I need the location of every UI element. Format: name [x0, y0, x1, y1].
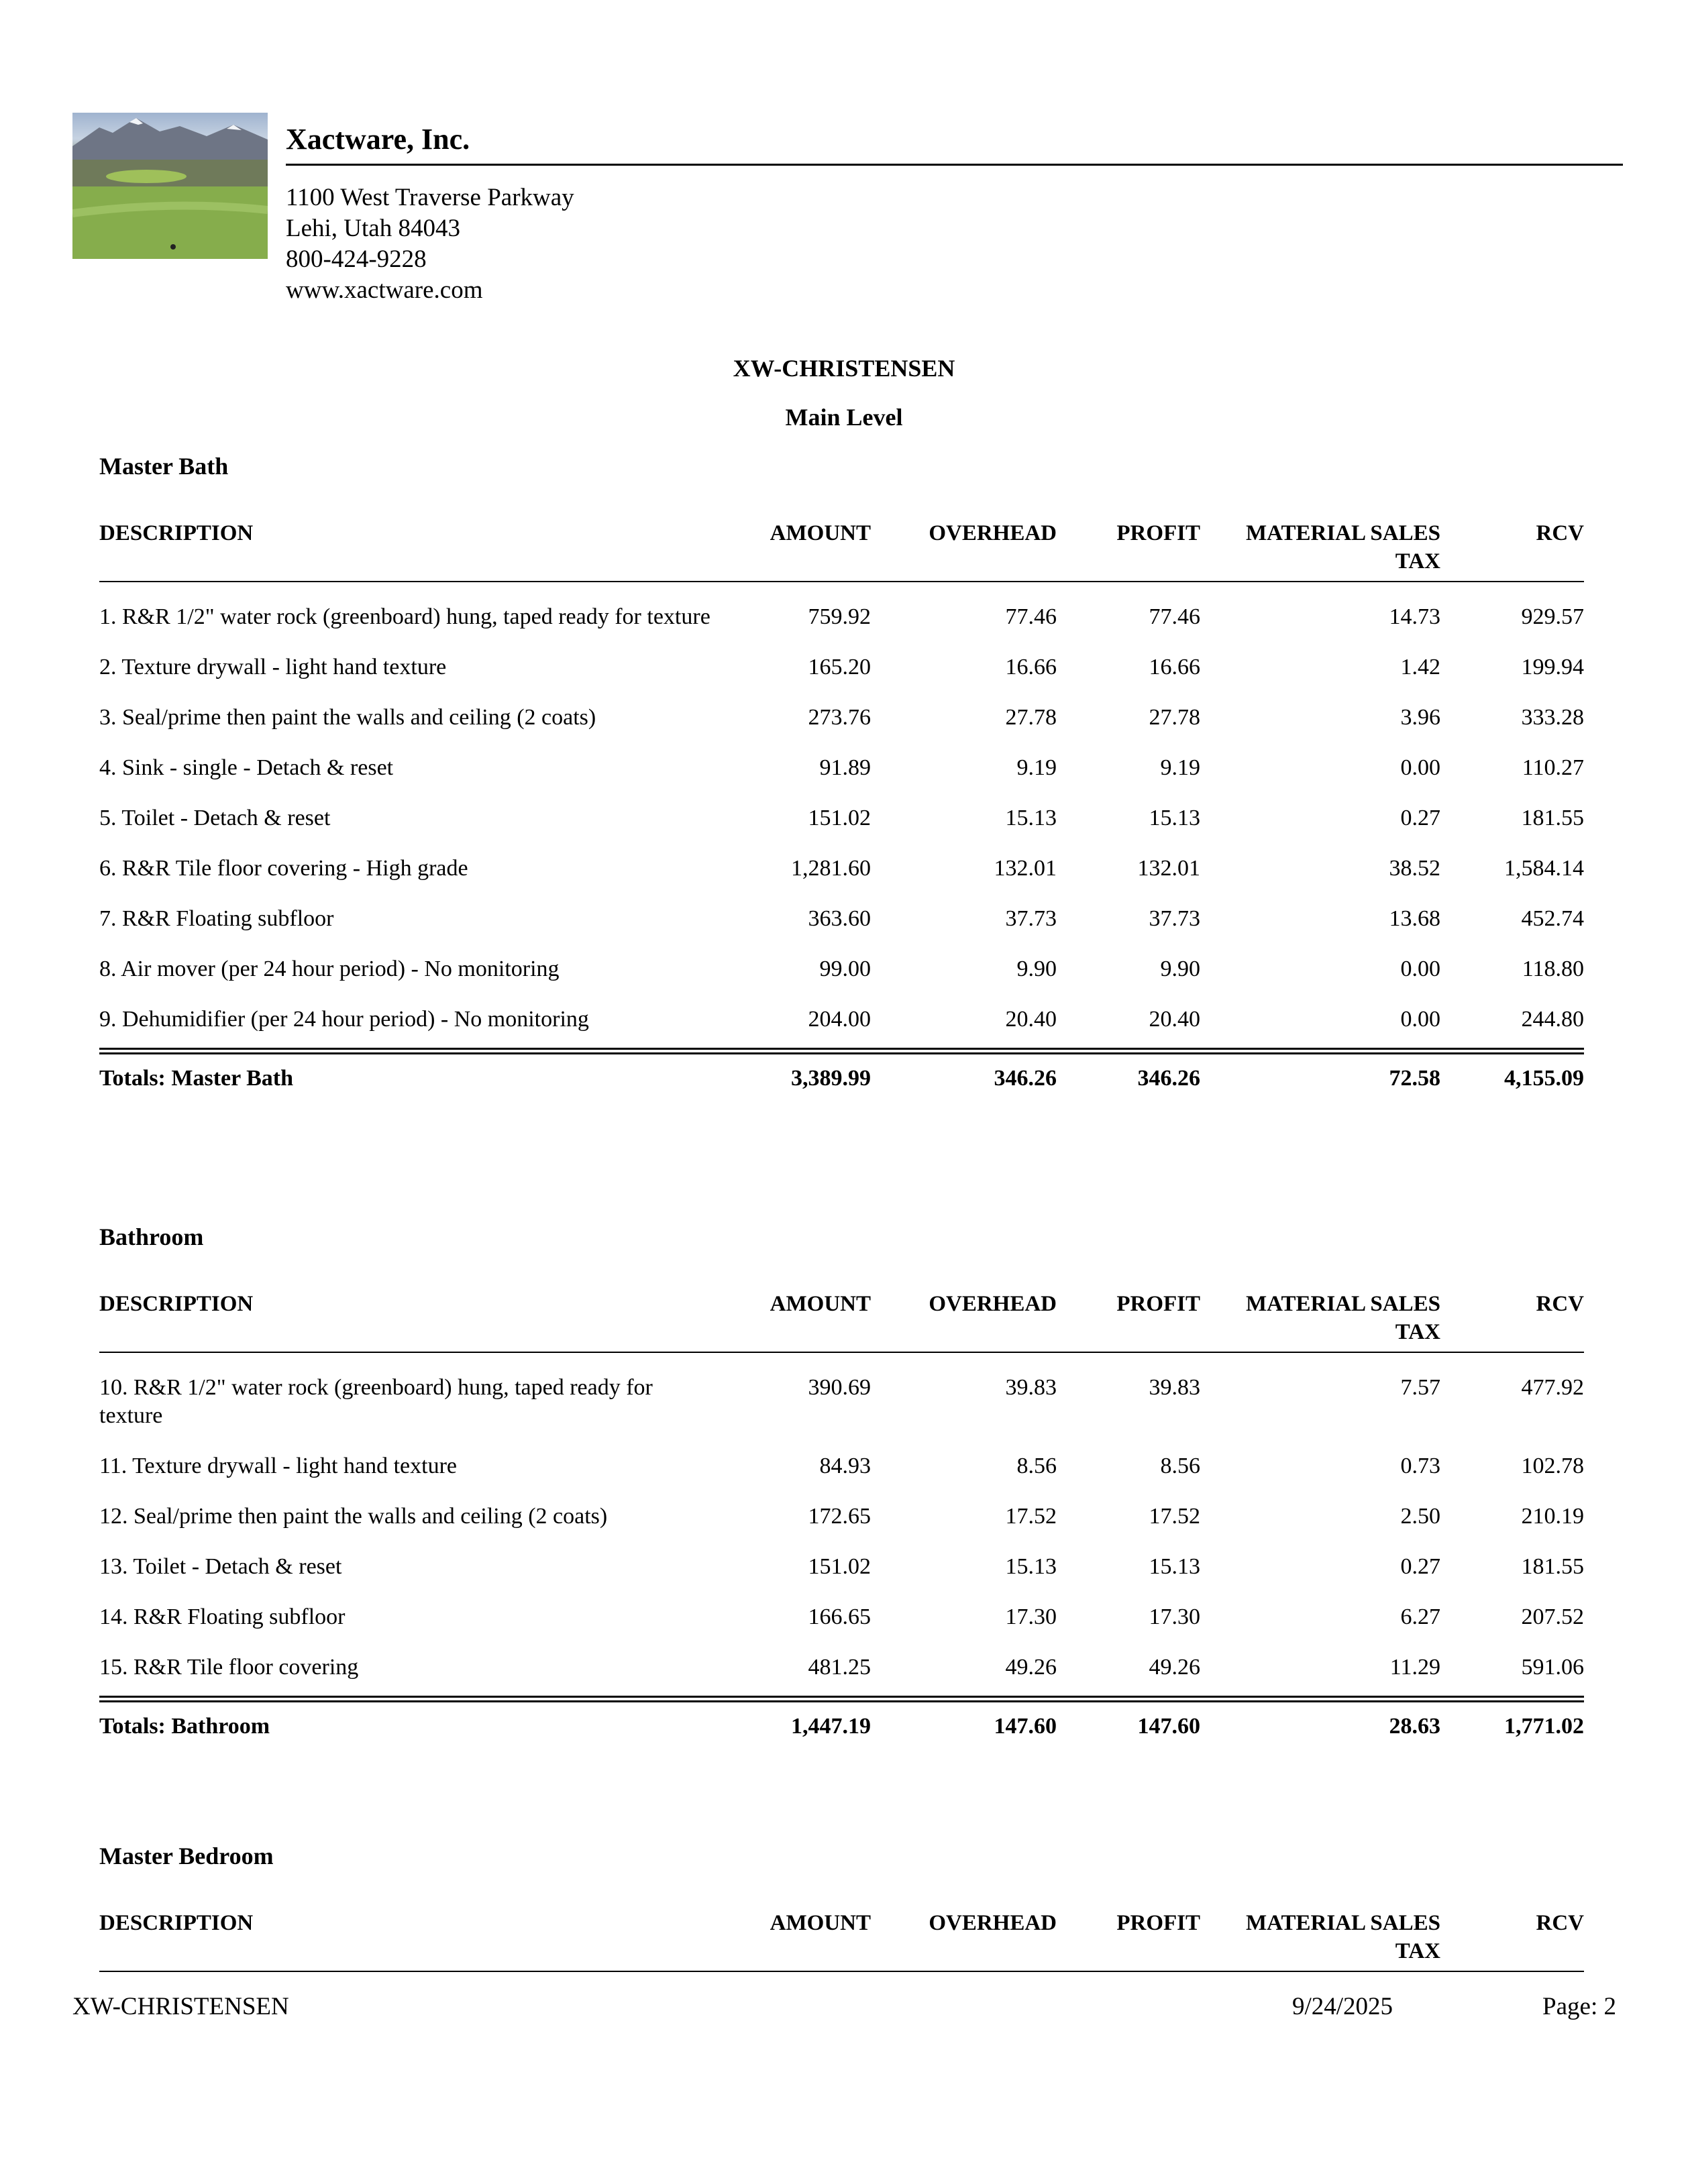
item-amount: 91.89 — [819, 755, 871, 780]
level-title: Main Level — [785, 404, 903, 431]
item-overhead: 132.01 — [994, 856, 1057, 881]
col-amount: AMOUNT — [770, 1292, 871, 1316]
item-tax: 3.96 — [1400, 705, 1440, 730]
col-overhead: OVERHEAD — [929, 521, 1057, 545]
item-overhead: 20.40 — [1005, 1007, 1057, 1032]
item-rcv: 102.78 — [1521, 1454, 1584, 1478]
item-profit: 15.13 — [1149, 1554, 1200, 1579]
item-profit: 9.90 — [1160, 957, 1200, 981]
item-profit: 15.13 — [1149, 806, 1200, 830]
item-description: 12. Seal/prime then paint the walls and ceiling (2 coats) — [99, 1504, 608, 1529]
footer-date: 9/24/2025 — [1291, 1993, 1393, 2020]
table-row — [99, 1374, 1584, 1452]
item-rcv: 210.19 — [1521, 1504, 1584, 1529]
total-tax: 28.63 — [1389, 1714, 1440, 1739]
item-rcv: 477.92 — [1521, 1375, 1584, 1400]
item-tax: 6.27 — [1400, 1604, 1440, 1629]
item-overhead: 39.83 — [1005, 1375, 1057, 1400]
item-amount: 165.20 — [808, 655, 871, 679]
section-master-bedroom — [99, 1841, 1584, 1972]
item-amount: 204.00 — [808, 1007, 871, 1032]
item-rcv: 207.52 — [1521, 1604, 1584, 1629]
table-row — [99, 1553, 1584, 1603]
item-profit: 37.73 — [1149, 906, 1200, 931]
total-amount: 3,389.99 — [791, 1066, 871, 1091]
item-rcv: 1,584.14 — [1504, 856, 1584, 881]
footer-estimate-name: XW-CHRISTENSEN — [72, 1993, 289, 2020]
item-amount: 363.60 — [808, 906, 871, 931]
total-overhead: 346.26 — [994, 1066, 1057, 1091]
section-heading: Master Bedroom — [99, 1843, 274, 1869]
item-profit: 16.66 — [1149, 655, 1200, 679]
item-description: 13. Toilet - Detach & reset — [99, 1554, 342, 1579]
item-overhead: 8.56 — [1016, 1454, 1057, 1478]
item-description: 7. R&R Floating subfloor — [99, 906, 334, 931]
item-overhead: 16.66 — [1005, 655, 1057, 679]
item-overhead: 37.73 — [1005, 906, 1057, 931]
item-profit: 20.40 — [1149, 1007, 1200, 1032]
item-description: 4. Sink - single - Detach & reset — [99, 755, 394, 780]
item-tax: 14.73 — [1389, 604, 1440, 629]
total-overhead: 147.60 — [994, 1714, 1057, 1739]
item-tax: 0.27 — [1400, 806, 1440, 830]
company-logo-photo — [72, 113, 268, 259]
col-rcv: RCV — [1536, 1911, 1584, 1935]
item-rcv: 929.57 — [1521, 604, 1584, 629]
total-rcv: 1,771.02 — [1504, 1714, 1584, 1739]
item-description: 11. Texture drywall - light hand texture — [99, 1454, 457, 1478]
item-description: 9. Dehumidifier (per 24 hour period) - No monitoring — [99, 1007, 589, 1032]
col-mst-line1: MATERIAL SALES — [1245, 1911, 1440, 1935]
col-material-sales-tax — [1200, 1290, 1440, 1346]
item-tax: 0.73 — [1400, 1454, 1440, 1478]
table-row — [99, 653, 1584, 704]
table-row — [99, 754, 1584, 804]
item-overhead: 17.52 — [1005, 1504, 1057, 1529]
item-description: 8. Air mover (per 24 hour period) - No monitoring — [99, 957, 560, 981]
item-profit: 8.56 — [1160, 1454, 1200, 1478]
item-tax: 13.68 — [1389, 906, 1440, 931]
table-row — [99, 804, 1584, 855]
col-mst-line1: MATERIAL SALES — [1245, 1292, 1440, 1316]
table-header — [99, 519, 1584, 582]
totals-double-rule — [99, 1696, 1584, 1702]
item-tax: 38.52 — [1389, 856, 1440, 881]
item-overhead: 27.78 — [1005, 705, 1057, 730]
section-master-bath — [99, 451, 1584, 1093]
totals-row — [99, 1064, 1584, 1093]
line-items — [99, 1353, 1584, 1704]
item-description: 14. R&R Floating subfloor — [99, 1604, 346, 1629]
company-name: Xactware, Inc. — [286, 123, 470, 156]
item-amount: 273.76 — [808, 705, 871, 730]
item-profit: 17.52 — [1149, 1504, 1200, 1529]
table-row — [99, 1603, 1584, 1653]
item-description: 2. Texture drywall - light hand texture — [99, 655, 447, 679]
item-overhead: 77.46 — [1005, 604, 1057, 629]
item-amount: 151.02 — [808, 1554, 871, 1579]
item-amount: 151.02 — [808, 806, 871, 830]
item-tax: 2.50 — [1400, 1504, 1440, 1529]
col-description: DESCRIPTION — [99, 521, 254, 545]
table-row — [99, 1452, 1584, 1503]
line-items — [99, 582, 1584, 1056]
item-profit: 132.01 — [1137, 856, 1200, 881]
item-overhead: 9.90 — [1016, 957, 1057, 981]
item-tax: 0.27 — [1400, 1554, 1440, 1579]
col-mst-line1: MATERIAL SALES — [1245, 521, 1440, 545]
item-description: 15. R&R Tile floor covering — [99, 1655, 359, 1680]
total-tax: 72.58 — [1389, 1066, 1440, 1091]
item-description: 10. R&R 1/2" water rock (greenboard) hung, taped ready for texture — [99, 1375, 653, 1428]
item-amount: 390.69 — [808, 1375, 871, 1400]
item-overhead: 9.19 — [1016, 755, 1057, 780]
col-amount: AMOUNT — [770, 1911, 871, 1935]
item-amount: 759.92 — [808, 604, 871, 629]
address-street: 1100 West Traverse Parkway — [286, 184, 574, 211]
item-overhead: 17.30 — [1005, 1604, 1057, 1629]
section-heading: Bathroom — [99, 1223, 204, 1250]
item-rcv: 199.94 — [1521, 655, 1584, 679]
address-city: Lehi, Utah 84043 — [286, 215, 460, 242]
item-rcv: 181.55 — [1521, 806, 1584, 830]
totals-label: Totals: Master Bath — [99, 1066, 293, 1091]
item-rcv: 110.27 — [1522, 755, 1584, 780]
table-row — [99, 905, 1584, 955]
item-rcv: 244.80 — [1521, 1007, 1584, 1032]
section-bathroom — [99, 1222, 1584, 1741]
table-row — [99, 855, 1584, 905]
header-rule — [286, 164, 1623, 166]
item-rcv: 118.80 — [1522, 957, 1584, 981]
item-amount: 481.25 — [808, 1655, 871, 1680]
total-rcv: 4,155.09 — [1504, 1066, 1584, 1091]
item-amount: 84.93 — [819, 1454, 871, 1478]
item-profit: 27.78 — [1149, 705, 1200, 730]
estimate-title: XW-CHRISTENSEN — [733, 355, 955, 382]
item-rcv: 591.06 — [1521, 1655, 1584, 1680]
col-description: DESCRIPTION — [99, 1292, 254, 1316]
company-phone: 800-424-9228 — [286, 245, 427, 273]
item-tax: 0.00 — [1400, 755, 1440, 780]
table-row — [99, 704, 1584, 754]
company-address — [286, 182, 574, 306]
item-amount: 172.65 — [808, 1504, 871, 1529]
table-header — [99, 1290, 1584, 1353]
total-amount: 1,447.19 — [791, 1714, 871, 1739]
col-overhead: OVERHEAD — [929, 1911, 1057, 1935]
col-description: DESCRIPTION — [99, 1911, 254, 1935]
item-description: 5. Toilet - Detach & reset — [99, 806, 331, 830]
col-profit: PROFIT — [1116, 521, 1200, 545]
item-tax: 7.57 — [1400, 1375, 1440, 1400]
col-profit: PROFIT — [1116, 1292, 1200, 1316]
item-profit: 17.30 — [1149, 1604, 1200, 1629]
section-heading: Master Bath — [99, 453, 229, 480]
footer-page-number: Page: 2 — [1542, 1993, 1616, 2020]
totals-label: Totals: Bathroom — [99, 1714, 270, 1739]
item-amount: 1,281.60 — [791, 856, 871, 881]
item-overhead: 15.13 — [1005, 1554, 1057, 1579]
item-description: 1. R&R 1/2" water rock (greenboard) hung, taped ready for texture — [99, 604, 710, 629]
item-profit: 39.83 — [1149, 1375, 1200, 1400]
item-profit: 9.19 — [1160, 755, 1200, 780]
table-row — [99, 1503, 1584, 1553]
col-amount: AMOUNT — [770, 521, 871, 545]
table-header — [99, 1909, 1584, 1972]
total-profit: 147.60 — [1137, 1714, 1200, 1739]
col-overhead: OVERHEAD — [929, 1292, 1057, 1316]
item-description: 3. Seal/prime then paint the walls and ceiling (2 coats) — [99, 705, 596, 730]
col-mst-line2: TAX — [1395, 1939, 1440, 1963]
col-rcv: RCV — [1536, 521, 1584, 545]
col-material-sales-tax — [1200, 1909, 1440, 1965]
item-tax: 0.00 — [1400, 1007, 1440, 1032]
col-profit: PROFIT — [1116, 1911, 1200, 1935]
table-row — [99, 955, 1584, 1005]
col-material-sales-tax — [1200, 519, 1440, 576]
item-overhead: 49.26 — [1005, 1655, 1057, 1680]
item-tax: 11.29 — [1389, 1655, 1440, 1680]
col-mst-line2: TAX — [1395, 549, 1440, 574]
col-rcv: RCV — [1536, 1292, 1584, 1316]
item-overhead: 15.13 — [1005, 806, 1057, 830]
totals-double-rule — [99, 1048, 1584, 1054]
company-website: www.xactware.com — [286, 276, 483, 304]
item-rcv: 333.28 — [1521, 705, 1584, 730]
total-profit: 346.26 — [1137, 1066, 1200, 1091]
item-tax: 0.00 — [1400, 957, 1440, 981]
col-mst-line2: TAX — [1395, 1320, 1440, 1344]
item-profit: 77.46 — [1149, 604, 1200, 629]
item-rcv: 452.74 — [1521, 906, 1584, 931]
table-row — [99, 603, 1584, 653]
item-profit: 49.26 — [1149, 1655, 1200, 1680]
item-rcv: 181.55 — [1521, 1554, 1584, 1579]
item-description: 6. R&R Tile floor covering - High grade — [99, 856, 468, 881]
item-amount: 99.00 — [819, 957, 871, 981]
item-amount: 166.65 — [808, 1604, 871, 1629]
totals-row — [99, 1712, 1584, 1741]
item-tax: 1.42 — [1400, 655, 1440, 679]
